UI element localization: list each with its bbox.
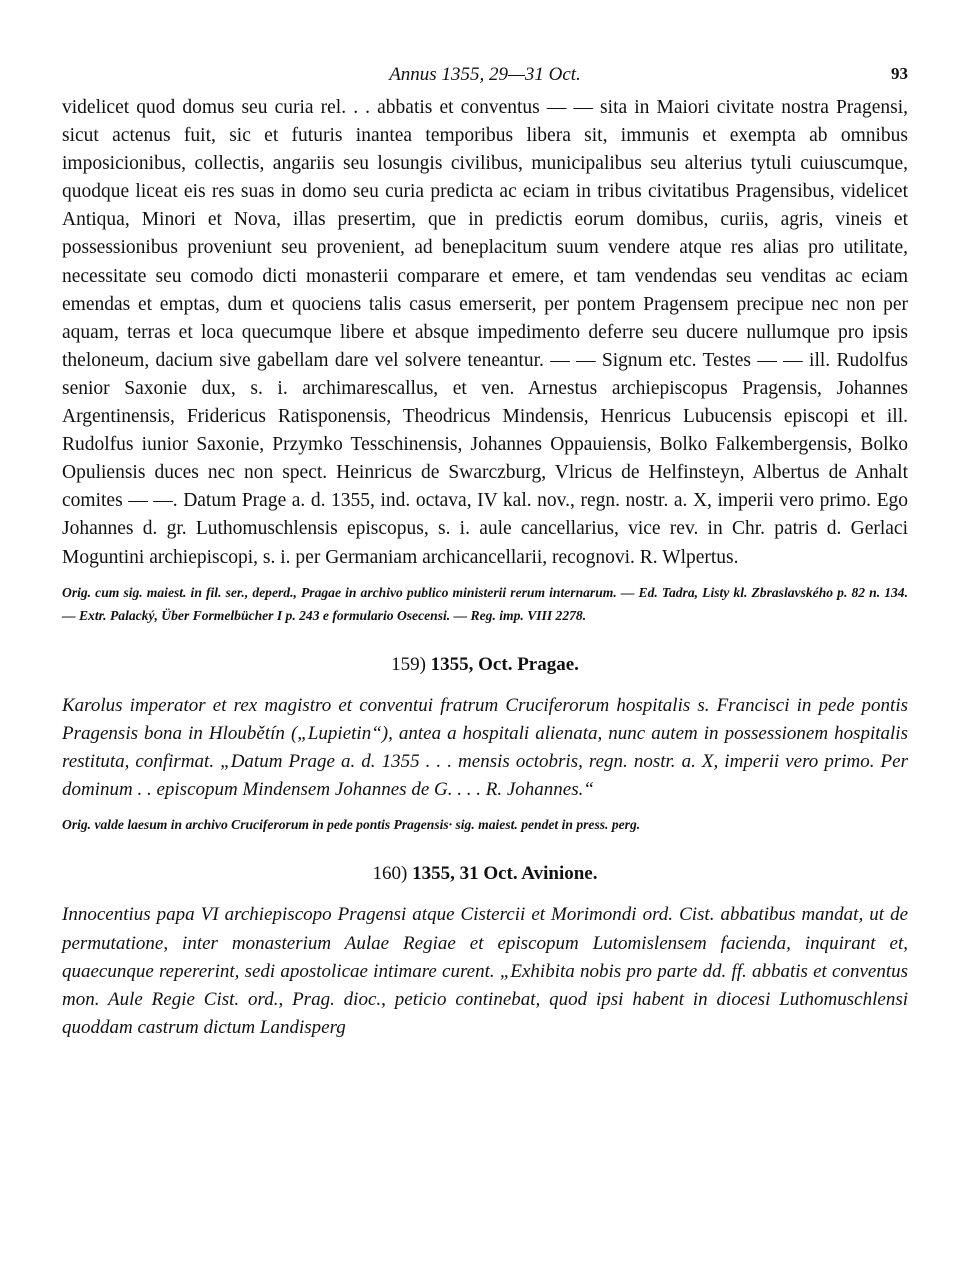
document-date-place: 1355, Oct. Pragae. xyxy=(430,653,579,675)
regest-160: Innocentius papa VI archiepiscopo Pragensi atque Cistercii et Morimondi ord. Cist. abbatibus mandat, ut de permutatione, inter monasterium Aulae Regiae et episcopum Lutomislensem facienda, inquirant et, quaecunque repererint, sedi apostolicae intimare curent. „Exhibita nobis pro parte dd. ff. abbatis et conventus mon. Aule Regie Cist. ord., Prag. dioc., peticio continebat, quod ipsi habent in diocesi Luthomuschlensi quoddam castrum dictum Landisperg xyxy=(62,904,908,1039)
page xyxy=(62,64,908,1042)
charter-text: videlicet quod domus seu curia rel. . . abbatis et conventus — — sita in Maiori civitate nostra Pragensi, sicut actenus fuit, sic et futuris inantea temporibus libera sit, immunis et exempta ab omnibus imposicionibus, collectis, angariis seu losungis civilibus, municipalibus seu alterius tytuli cuiuscumque, quodque liceat eis res suas in domo seu curia predicta ac eciam in tribus civitatibus Pragensibus, videlicet Antiqua, Minori et Nova, illas presertim, que in predictis eorum domibus, curiis, agris, vineis et possessionibus proveniunt seu provenient, ad beneplacitum suum vendere atque res alias pro utilitate, necessitate seu comodo dicti monasterii comparare et emere, et tam vendendas seu venditas ac eciam emendas et emptas, dum et quociens talis casus emerserit, per pontem Pragensem precipue nec non per aquam, terras et loca quecumque libere et absque impedimento deferre seu ducere nullumque pro ipsis theloneum, dacium sive gabellam dare vel solvere teneantur. — — Signum etc. Testes — — ill. Rudolfus senior Saxonie dux, s. i. archimarescallus, et ven. Arnestus archiepiscopus Pragensis, Johannes Argentinensis, Fridericus Ratisponensis, Theodricus Mindensis, Henricus Lubucensis episcopi et ill. Rudolfus iunior Saxonie, Przymko Tesschinensis, Johannes Oppauiensis, Bolko Falkembergensis, Bolko Opuliensis duces nec non spect. Heinricus de Swarczburg, Vlricus de Helfinsteyn, Albertus de Anhalt comites — —. Datum Prage a. d. 1355, ind. octava, IV kal. nov., regn. nostr. a. X, imperii vero primo. Ego Johannes d. gr. Luthomuschlensis episcopus, s. i. aule cancellarius, vice rev. in Chr. patris d. Gerlaci Moguntini archiepiscopi, s. i. per Germaniam archicancellarii, recognovi. R. Wlpertus. xyxy=(62,97,908,568)
source-note: Orig. cum sig. maiest. in fil. ser., deperd., Pragae in archivo publico ministerii rerum internarum. — Ed. Tadra, Listy kl. Zbraslavského p. 82 n. 134. — Extr. Palacký, Über Formelbücher I p. 243 e formulario Osecensi. — Reg. imp. VIII 2278. xyxy=(62,584,908,623)
source-note-159: Orig. valde laesum in archivo Cruciferorum in pede pontis Pragensis· sig. maiest. pendet in press. perg. xyxy=(62,817,641,833)
document-date-place: 1355, 31 Oct. Avinione. xyxy=(412,863,598,885)
page-number: 93 xyxy=(891,64,908,83)
regest-159: Karolus imperator et rex magistro et conventui fratrum Cruciferorum hospitalis s. Francisci in pede pontis Pragensis bona in Hloubětín („Lupietin“), antea a hospitali alienata, nunc autem in possessionem hospitalis restituta, confirmat. „Datum Prage a. d. 1355 . . . mensis octobris, regn. nostr. a. X, imperii vero primo. Per dominum . . episcopum Mindensem Johannes de G. . . . R. Johannes.“ xyxy=(62,694,908,801)
document-heading-160 xyxy=(62,863,908,885)
document-number: 160) xyxy=(372,863,408,885)
page-header xyxy=(62,64,908,90)
running-title: Annus 1355, 29—31 Oct. xyxy=(389,64,581,85)
document-number: 159) xyxy=(391,653,426,675)
document-heading-159 xyxy=(62,654,908,676)
